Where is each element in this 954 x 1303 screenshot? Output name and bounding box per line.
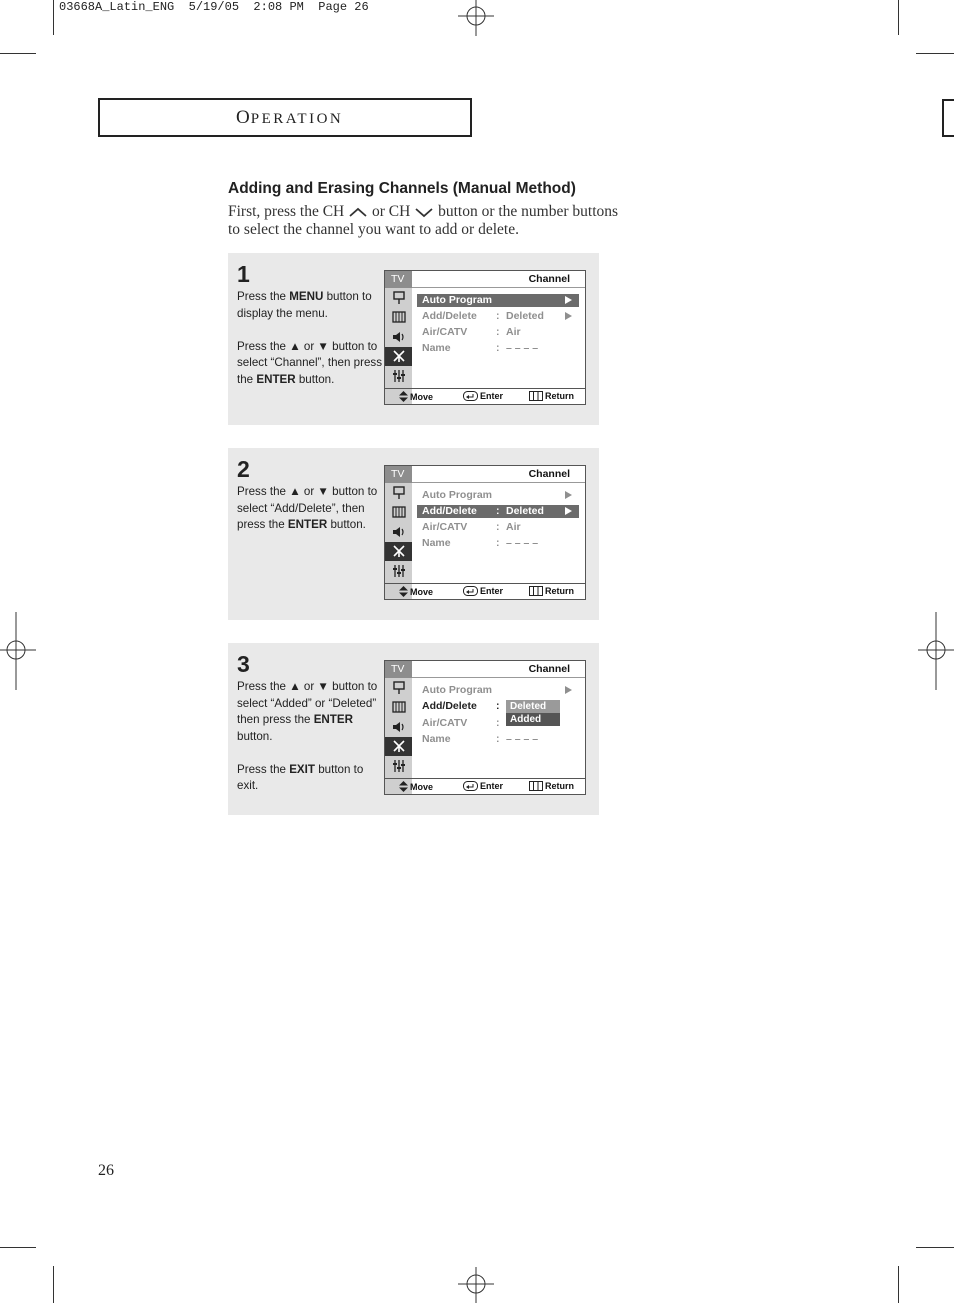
row-label: Name [422, 342, 451, 354]
osd-footer [385, 778, 585, 794]
crop-mark [916, 53, 954, 54]
enter-icon [463, 781, 478, 791]
return-icon [529, 781, 543, 791]
row-label: Auto Program [422, 489, 493, 501]
step-instructions [237, 289, 382, 388]
row-colon: : [496, 326, 500, 338]
footer-move: Move [410, 586, 434, 597]
speaker-icon [385, 522, 412, 542]
key-label: EXIT [289, 762, 315, 776]
arrow-right-icon [565, 296, 572, 304]
picture-menu-icon [385, 678, 412, 698]
crop-mark [0, 53, 36, 54]
footer-move: Move [410, 781, 434, 792]
crop-mark [53, 1266, 54, 1303]
footer-return: Return [545, 391, 574, 401]
row-value: – – – – [506, 733, 539, 745]
footer-enter: Enter [480, 586, 504, 596]
intro-part: or CH [372, 203, 411, 220]
osd-screen [384, 465, 586, 600]
section-title [236, 107, 343, 129]
step-text-part: Press the ▲ or ▼ button to select “Added” or “Deleted” then press the [237, 680, 378, 726]
move-updown-icon [399, 586, 408, 597]
section-title-initial: O [236, 107, 251, 128]
step-text-part: Press the [237, 762, 290, 776]
row-label: Air/CATV [422, 521, 468, 533]
arrow-right-icon [565, 507, 572, 515]
arrow-right-icon [565, 491, 572, 499]
step-text-part: button. [295, 372, 335, 386]
row-colon: : [496, 700, 500, 712]
menu-row-air-catv[interactable] [417, 717, 500, 730]
page-heading: Adding and Erasing Channels (Manual Method) [228, 180, 576, 197]
return-icon [529, 391, 543, 401]
row-label: Add/Delete [422, 310, 477, 322]
menu-row-air-catv[interactable] [417, 521, 579, 534]
ch-up-icon [348, 206, 368, 218]
edge-tab [942, 99, 954, 137]
step-text-part: Press the ▲ or ▼ button to select “Add/Delete”, then press the [237, 485, 378, 531]
registration-mark [0, 612, 36, 690]
footer-move: Move [410, 391, 434, 402]
osd-screen [384, 660, 586, 795]
row-value: – – – – [506, 537, 539, 549]
intro-part: First, press the CH [228, 203, 345, 220]
row-colon: : [496, 505, 500, 517]
step-number: 1 [237, 261, 250, 287]
row-label: Air/CATV [422, 717, 468, 729]
osd-title: Channel [412, 661, 585, 678]
setup-sliders-icon [385, 366, 412, 386]
row-label: Name [422, 537, 451, 549]
speaker-icon [385, 717, 412, 737]
arrow-right-icon [565, 686, 572, 694]
slug-line: 03668A_Latin_ENG 5/19/05 2:08 PM Page 26 [59, 0, 369, 14]
step-panel-3 [228, 643, 599, 815]
crop-mark [53, 0, 54, 35]
move-updown-icon [399, 781, 408, 792]
channel-antenna-icon [385, 737, 412, 757]
menu-row-add-delete[interactable] [417, 310, 579, 323]
menu-row-name[interactable] [417, 342, 579, 355]
step-instructions [237, 484, 382, 534]
intro-text [228, 203, 668, 239]
osd-sidebar [385, 466, 412, 599]
row-colon: : [496, 537, 500, 549]
page-number: 26 [98, 1162, 114, 1179]
step-text-part: button. [327, 518, 366, 531]
row-value: Air [506, 326, 521, 338]
menu-row-air-catv[interactable] [417, 326, 579, 339]
registration-mark [458, 0, 494, 36]
step-text-part: button to display the menu. [237, 290, 372, 320]
move-updown-icon [399, 391, 408, 402]
return-icon [529, 586, 543, 596]
picture-menu-icon [385, 288, 412, 308]
menu-row-name[interactable] [417, 537, 579, 550]
footer-enter: Enter [480, 781, 504, 791]
row-value: – – – – [506, 342, 539, 354]
registration-mark [918, 612, 954, 690]
tv-label: TV [385, 661, 412, 678]
step-instructions [237, 679, 382, 795]
row-label: Name [422, 733, 451, 745]
ch-down-icon [414, 206, 434, 218]
row-label: Add/Delete [422, 505, 477, 517]
osd-title: Channel [412, 466, 585, 483]
menu-row-auto-program[interactable] [417, 489, 579, 502]
setup-sliders-icon [385, 756, 412, 776]
footer-return: Return [545, 586, 574, 596]
registration-mark [458, 1267, 494, 1303]
menu-row-auto-program[interactable] [417, 684, 579, 697]
enter-icon [463, 391, 478, 401]
menu-row-add-delete[interactable] [417, 505, 579, 518]
footer-return: Return [545, 781, 574, 791]
key-label: ENTER [287, 518, 328, 531]
osd-footer [385, 583, 585, 599]
osd-footer [385, 388, 585, 404]
row-label: Air/CATV [422, 326, 468, 338]
step-text-part: button. [237, 729, 273, 743]
crop-mark [898, 1266, 899, 1303]
footer-enter: Enter [480, 391, 504, 401]
key-label: ENTER [313, 713, 353, 726]
menu-row-name[interactable] [417, 733, 579, 746]
step-text-part: button to exit. [237, 762, 364, 792]
intro-part: button or the number buttons [438, 203, 619, 220]
arrow-right-icon [565, 312, 572, 320]
key-label: MENU [289, 290, 324, 303]
sound-menu-icon [385, 308, 412, 328]
step-panel-1 [228, 253, 599, 425]
section-title-rest: PERATION [250, 111, 344, 127]
step-text-part: Press the [237, 290, 290, 303]
option-added[interactable]: Added [506, 713, 560, 726]
row-colon: : [496, 717, 500, 729]
row-value: Deleted [506, 505, 544, 517]
row-label: Auto Program [422, 294, 493, 306]
tv-label: TV [385, 271, 412, 288]
crop-mark [898, 0, 899, 35]
row-colon: : [496, 342, 500, 354]
osd-screen [384, 270, 586, 405]
row-value: Air [506, 521, 521, 533]
osd-title: Channel [412, 271, 585, 288]
step-text-part: Press the ▲ or ▼ button to select “Channel”, then press the [237, 339, 382, 386]
crop-mark [0, 1247, 36, 1248]
enter-icon [463, 586, 478, 596]
channel-antenna-icon [385, 347, 412, 367]
speaker-icon [385, 327, 412, 347]
option-deleted[interactable]: Deleted [506, 700, 560, 713]
menu-row-auto-program[interactable] [417, 294, 579, 307]
row-colon: : [496, 521, 500, 533]
sound-menu-icon [385, 698, 412, 718]
row-label: Add/Delete [422, 700, 477, 712]
tv-label: TV [385, 466, 412, 483]
row-value: Deleted [506, 310, 544, 322]
sound-menu-icon [385, 503, 412, 523]
crop-mark [916, 1247, 954, 1248]
row-colon: : [496, 733, 500, 745]
channel-antenna-icon [385, 542, 412, 562]
row-label: Auto Program [422, 684, 493, 696]
step-number: 2 [237, 456, 250, 482]
row-colon: : [496, 310, 500, 322]
intro-part: to select the channel you want to add or delete. [228, 221, 519, 238]
osd-sidebar [385, 271, 412, 404]
key-label: ENTER [256, 372, 296, 386]
step-panel-2 [228, 448, 599, 620]
setup-sliders-icon [385, 561, 412, 581]
osd-sidebar [385, 661, 412, 794]
picture-menu-icon [385, 483, 412, 503]
step-number: 3 [237, 651, 250, 677]
